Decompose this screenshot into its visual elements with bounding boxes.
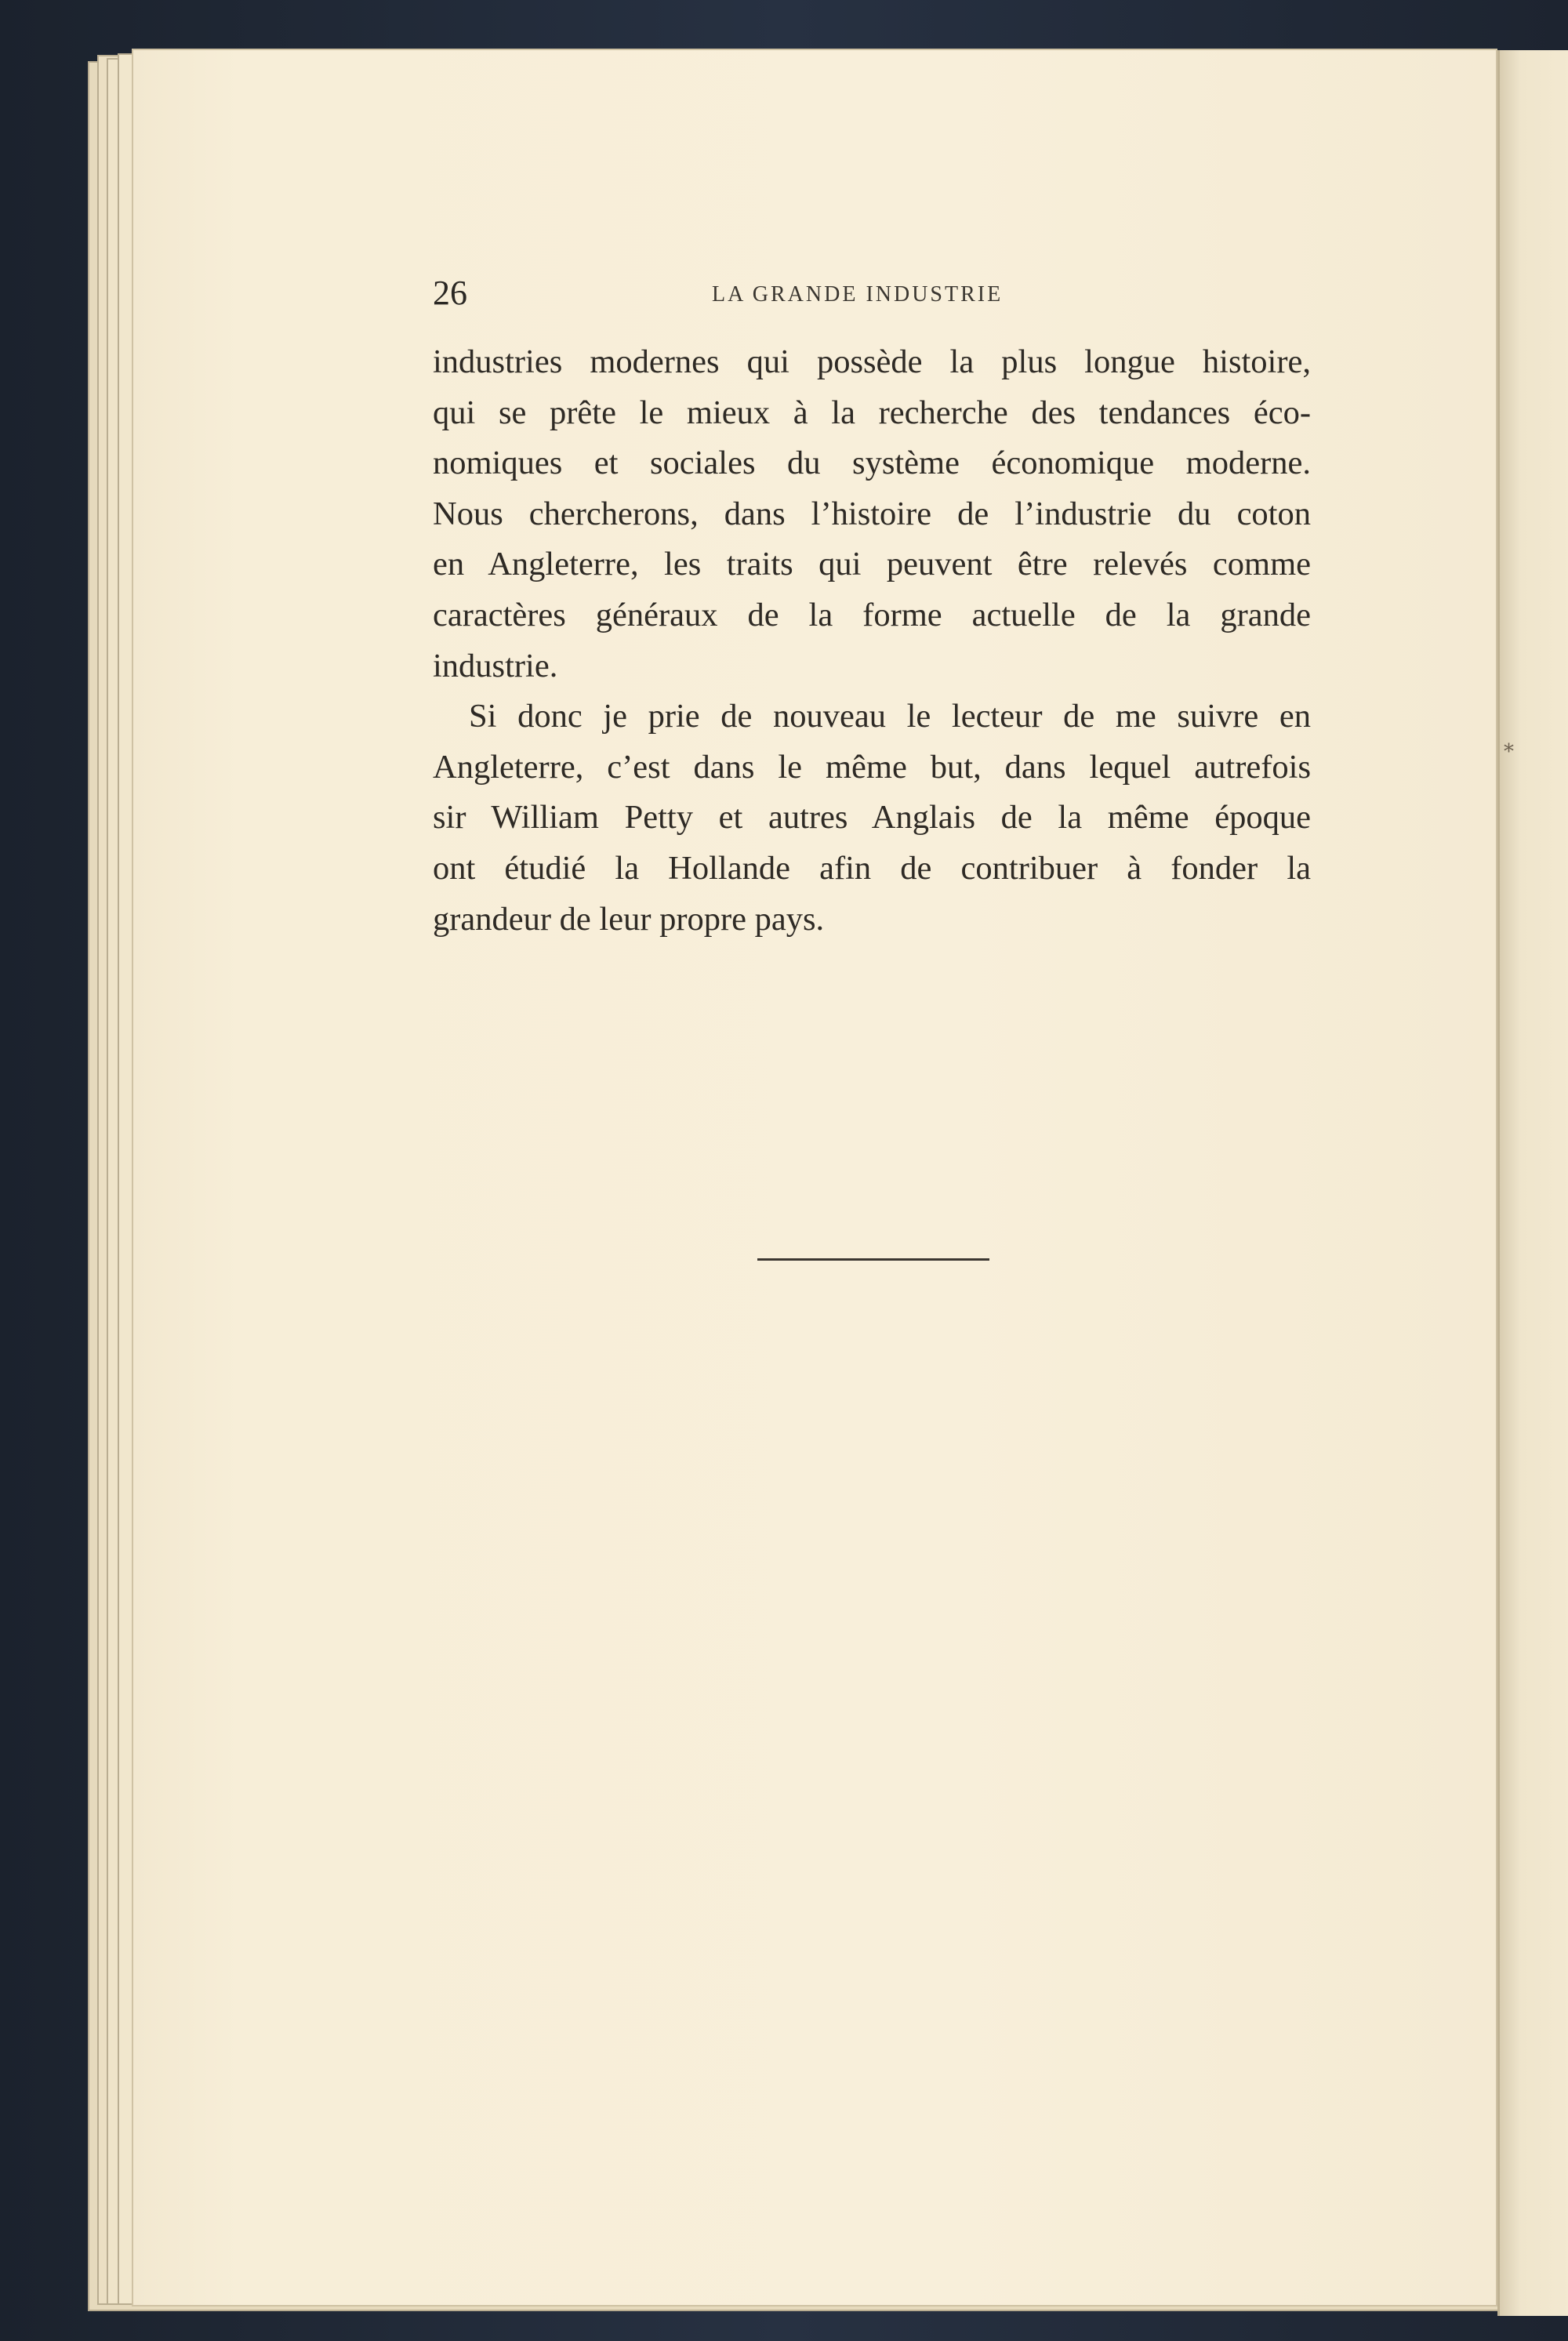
- text-line: sir William Petty et autres Anglais de la même époque: [433, 799, 1311, 837]
- running-head: [433, 273, 1311, 320]
- text-line: grandeur de leur propre pays.: [433, 900, 825, 938]
- text-line: ont étudié la Hollande afin de contribuer à fonder la: [433, 849, 1311, 887]
- text-line: caractères généraux de la forme actuelle de la grande: [433, 596, 1311, 633]
- text-line: en Angleterre, les traits qui peuvent être relevés comme: [433, 546, 1311, 583]
- text-line: qui se prête le mieux à la recherche des tendances éco-: [433, 394, 1311, 431]
- text-line: nomiques et sociales du système économique moderne.: [433, 445, 1311, 482]
- section-end-rule: [757, 1258, 989, 1261]
- text-line: Nous chercherons, dans l’histoire de l’industrie du coton: [433, 495, 1311, 532]
- next-page-edge: [1497, 50, 1568, 2316]
- text-line: industries modernes qui possède la plus longue histoire,: [433, 343, 1311, 380]
- page-number: 26: [433, 274, 467, 312]
- margin-mark: *: [1504, 740, 1514, 764]
- body-text: [433, 337, 1311, 945]
- paragraph-1: [433, 337, 1311, 691]
- text-line: industrie.: [433, 647, 558, 684]
- paragraph-2: [433, 691, 1311, 945]
- text-line: Si donc je prie de nouveau le lecteur de me suivre en: [469, 698, 1311, 735]
- text-line: Angleterre, c’est dans le même but, dans lequel autrefois: [433, 748, 1311, 786]
- running-title: LA GRANDE INDUSTRIE: [712, 282, 1004, 307]
